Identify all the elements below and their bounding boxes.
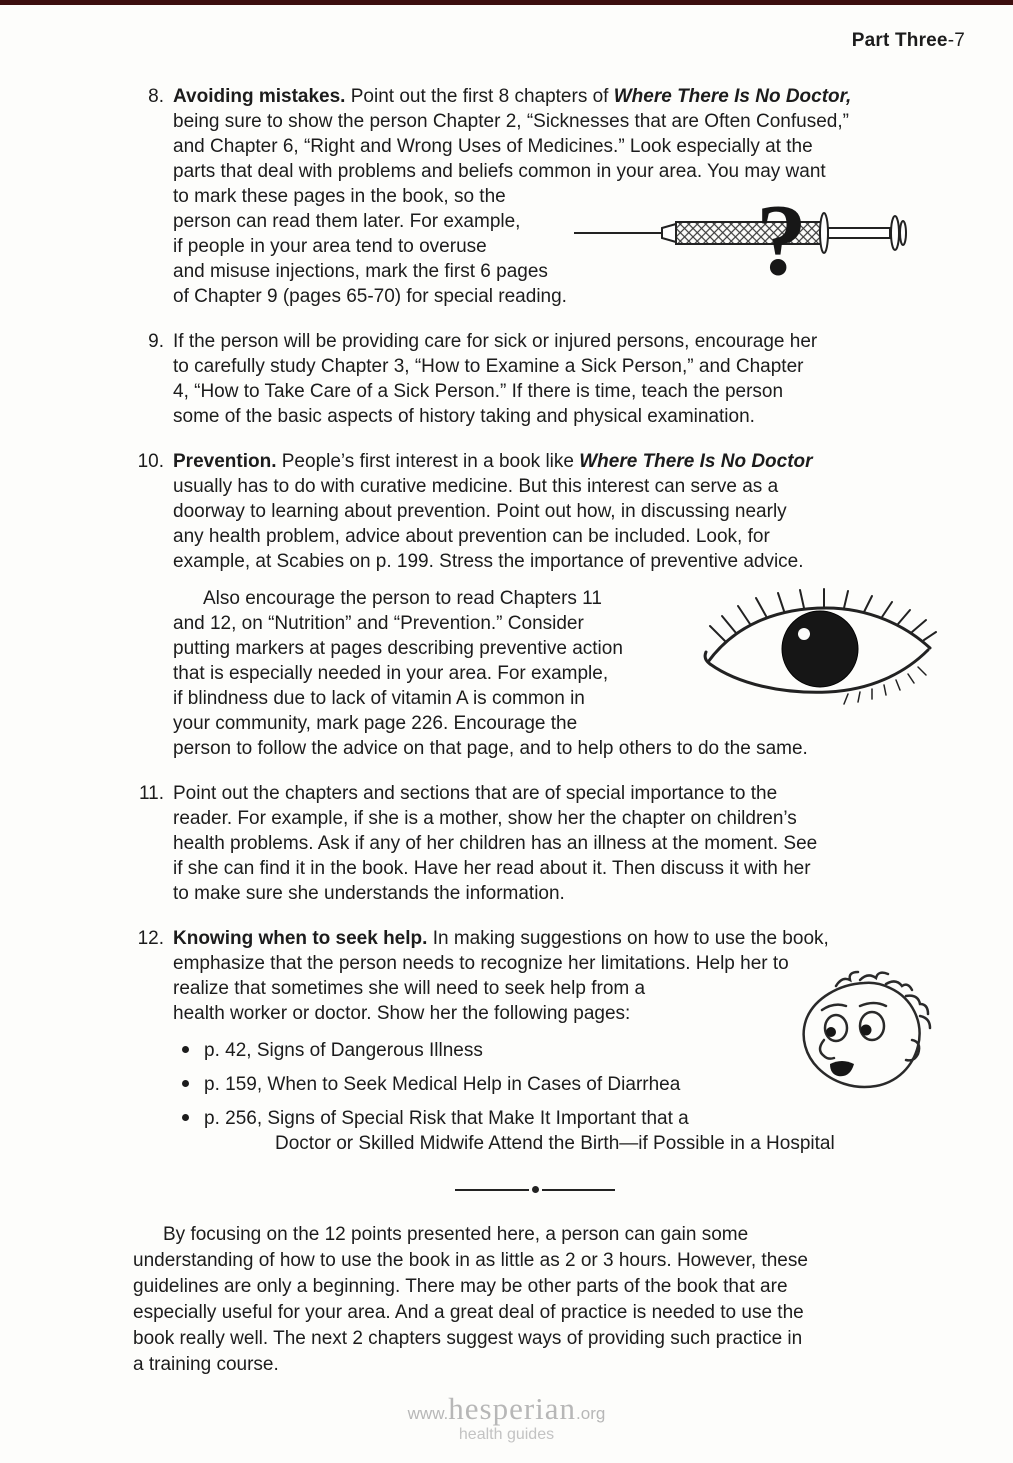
emphasis-text: Where There Is No Doctor, (613, 86, 852, 107)
body-text: to carefully study Chapter 3, “How to Examine a Sick Person,” and Chapter (173, 356, 804, 377)
text-line (133, 1274, 973, 1300)
body-text: reader. For example, if she is a mother, show her the chapter on children’s (173, 808, 797, 829)
text-line (173, 951, 835, 976)
body-text: and 12, on “Nutrition” and “Prevention.” Consider (173, 613, 584, 634)
body-text: realize that sometimes she will need to seek help from a (173, 978, 646, 999)
logo-org: .org (576, 1404, 606, 1423)
body-text: health worker or doctor. Show her the following pages: (173, 1003, 631, 1024)
body-text: p. 256, Signs of Special Risk that Make It Important that a (204, 1108, 689, 1129)
hesperian-watermark (0, 1391, 1013, 1444)
lower-lashes (844, 667, 926, 704)
body-text: that is especially needed in your area. For example, (173, 663, 609, 684)
bullet-icon (182, 1046, 189, 1053)
body-text: usually has to do with curative medicine. But this interest can serve as a (173, 476, 779, 497)
face-illustration (740, 970, 955, 1108)
divider-line (455, 1189, 529, 1191)
body-text: to mark these pages in the book, so the (173, 186, 506, 207)
right-pupil (861, 1025, 872, 1036)
body-text: of Chapter 9 (pages 65-70) for special reading. (173, 286, 567, 307)
logo-tagline: health guides (458, 1426, 555, 1443)
section-title: Part Three (851, 30, 948, 51)
body-text: In making suggestions on how to use the book, (427, 928, 829, 949)
body-text: especially useful for your area. And a great deal of practice is needed to use the (133, 1302, 804, 1323)
text-line (173, 781, 817, 806)
body-text: doorway to learning about prevention. Point out how, in discussing nearly (173, 501, 787, 522)
open-mouth (830, 1061, 854, 1076)
bullet-icon (182, 1114, 189, 1121)
body-text: and Chapter 6, “Right and Wrong Uses of Medicines.” Look especially at the (173, 136, 813, 157)
text-line (173, 856, 817, 881)
emphasis-text: Avoiding mistakes. (173, 86, 346, 107)
text-line (173, 449, 813, 474)
question-mark-icon: ? (756, 186, 807, 292)
text-line (173, 1131, 835, 1156)
item-body (173, 926, 835, 1156)
text-line (133, 1222, 973, 1248)
bullet-icon (182, 1080, 189, 1087)
body-text: health problems. Ask if any of her children has an illness at the moment. See (173, 833, 818, 854)
text-line (173, 84, 851, 109)
body-text: if blindness due to lack of vitamin A is common in (173, 688, 585, 709)
left-pupil (826, 1027, 836, 1037)
iris-highlight (798, 628, 810, 640)
text-line (173, 1001, 835, 1026)
iris (782, 611, 858, 687)
body-text: People’s first interest in a book like (276, 451, 580, 472)
paragraph (173, 926, 835, 1026)
hesperian-logo (0, 1391, 1013, 1430)
list-item (133, 329, 945, 429)
paragraph (173, 1038, 835, 1156)
page-number: -7 (947, 30, 965, 51)
paragraph (173, 329, 817, 429)
text-line (173, 499, 813, 524)
body-text: Also encourage the person to read Chapters 11 (203, 588, 602, 609)
item-number: 10. (137, 451, 164, 472)
item-number: 9. (148, 331, 164, 352)
body-text: By focusing on the 12 points presented here, a person can gain some (163, 1224, 749, 1245)
text-line (173, 159, 851, 184)
divider-line (542, 1189, 616, 1191)
body-text: p. 159, When to Seek Medical Help in Cases of Diarrhea (204, 1074, 681, 1095)
body-text: being sure to show the person Chapter 2, “Sicknesses that are Often Confused,” (173, 111, 849, 132)
body-text: if people in your area tend to overuse (173, 236, 487, 257)
text-line (173, 329, 817, 354)
text-line (173, 524, 813, 549)
syringe-icon (574, 213, 906, 253)
text-line (173, 134, 851, 159)
body-text: your community, mark page 226. Encourage the (173, 713, 578, 734)
body-text: example, at Scabies on p. 199. Stress the importance of preventive advice. (173, 551, 804, 572)
bullet-line (173, 1072, 835, 1097)
body-text: 4, “How to Take Care of a Sick Person.” If there is time, teach the person (173, 381, 784, 402)
item-body (173, 329, 817, 429)
body-text: person to follow the advice on that page, and to help others to do the same. (173, 738, 808, 759)
text-line (173, 549, 813, 574)
emphasis-text: Knowing when to seek help. (173, 928, 428, 949)
list-item (133, 781, 945, 906)
paragraph (173, 449, 813, 574)
body-text: book really well. The next 2 chapters suggest ways of providing such practice in (133, 1328, 803, 1349)
body-text: if she can find it in the book. Have her read about it. Then discuss it with her (173, 858, 811, 879)
emphasis-text: Where There Is No Doctor (579, 451, 813, 472)
text-line (173, 881, 817, 906)
paragraph (173, 781, 817, 906)
section-divider (455, 1186, 615, 1193)
bullet-line (173, 1038, 835, 1063)
body-text: putting markers at pages describing preventive action (173, 638, 623, 659)
item-number: 11. (138, 783, 164, 804)
body-text: If the person will be providing care for sick or injured persons, encourage her (173, 331, 818, 352)
logo-name: hesperian (448, 1391, 577, 1426)
text-line (173, 736, 813, 761)
item-body (173, 781, 817, 906)
body-text: Point out the first 8 chapters of (345, 86, 614, 107)
text-line (173, 976, 835, 1001)
body-text: Doctor or Skilled Midwife Attend the Birth—if Possible in a Hospital (275, 1133, 835, 1154)
text-line (133, 1326, 973, 1352)
body-text: guidelines are only a beginning. There may be other parts of the book that are (133, 1276, 788, 1297)
body-text: emphasize that the person needs to recognize her limitations. Help her to (173, 953, 789, 974)
body-text: p. 42, Signs of Dangerous Illness (204, 1040, 483, 1061)
eye-illustration (698, 586, 938, 722)
item-number: 8. (148, 86, 164, 107)
body-text: to make sure she understands the information. (173, 883, 565, 904)
text-line (173, 109, 851, 134)
text-line (173, 379, 817, 404)
closing-paragraph (133, 1222, 973, 1378)
emphasis-text: Prevention. (173, 451, 277, 472)
body-text: parts that deal with problems and beliefs common in your area. You may want (173, 161, 826, 182)
body-text: and misuse injections, mark the first 6 pages (173, 261, 548, 282)
text-line (173, 926, 835, 951)
bullet-line (173, 1106, 835, 1131)
body-text: understanding of how to use the book in as little as 2 or 3 hours. However, these (133, 1250, 808, 1271)
text-line (173, 806, 817, 831)
body-text: a training course. (133, 1354, 279, 1375)
text-line (133, 1352, 973, 1378)
divider-dot (532, 1186, 539, 1193)
syringe-question-illustration (570, 186, 938, 292)
logo-www: www. (407, 1404, 449, 1423)
item-number: 12. (137, 928, 164, 949)
text-line (173, 404, 817, 429)
page-header (852, 30, 965, 52)
text-line (133, 1300, 973, 1326)
body-text: some of the basic aspects of history taking and physical examination. (173, 406, 755, 427)
text-line (133, 1248, 973, 1274)
body-text: person can read them later. For example, (173, 211, 521, 232)
text-line (173, 831, 817, 856)
body-text: Point out the chapters and sections that are of special importance to the (173, 783, 778, 804)
scan-edge-artifact (0, 0, 1013, 5)
text-line (173, 354, 817, 379)
text-line (173, 474, 813, 499)
body-text: any health problem, advice about prevention can be included. Look, for (173, 526, 770, 547)
